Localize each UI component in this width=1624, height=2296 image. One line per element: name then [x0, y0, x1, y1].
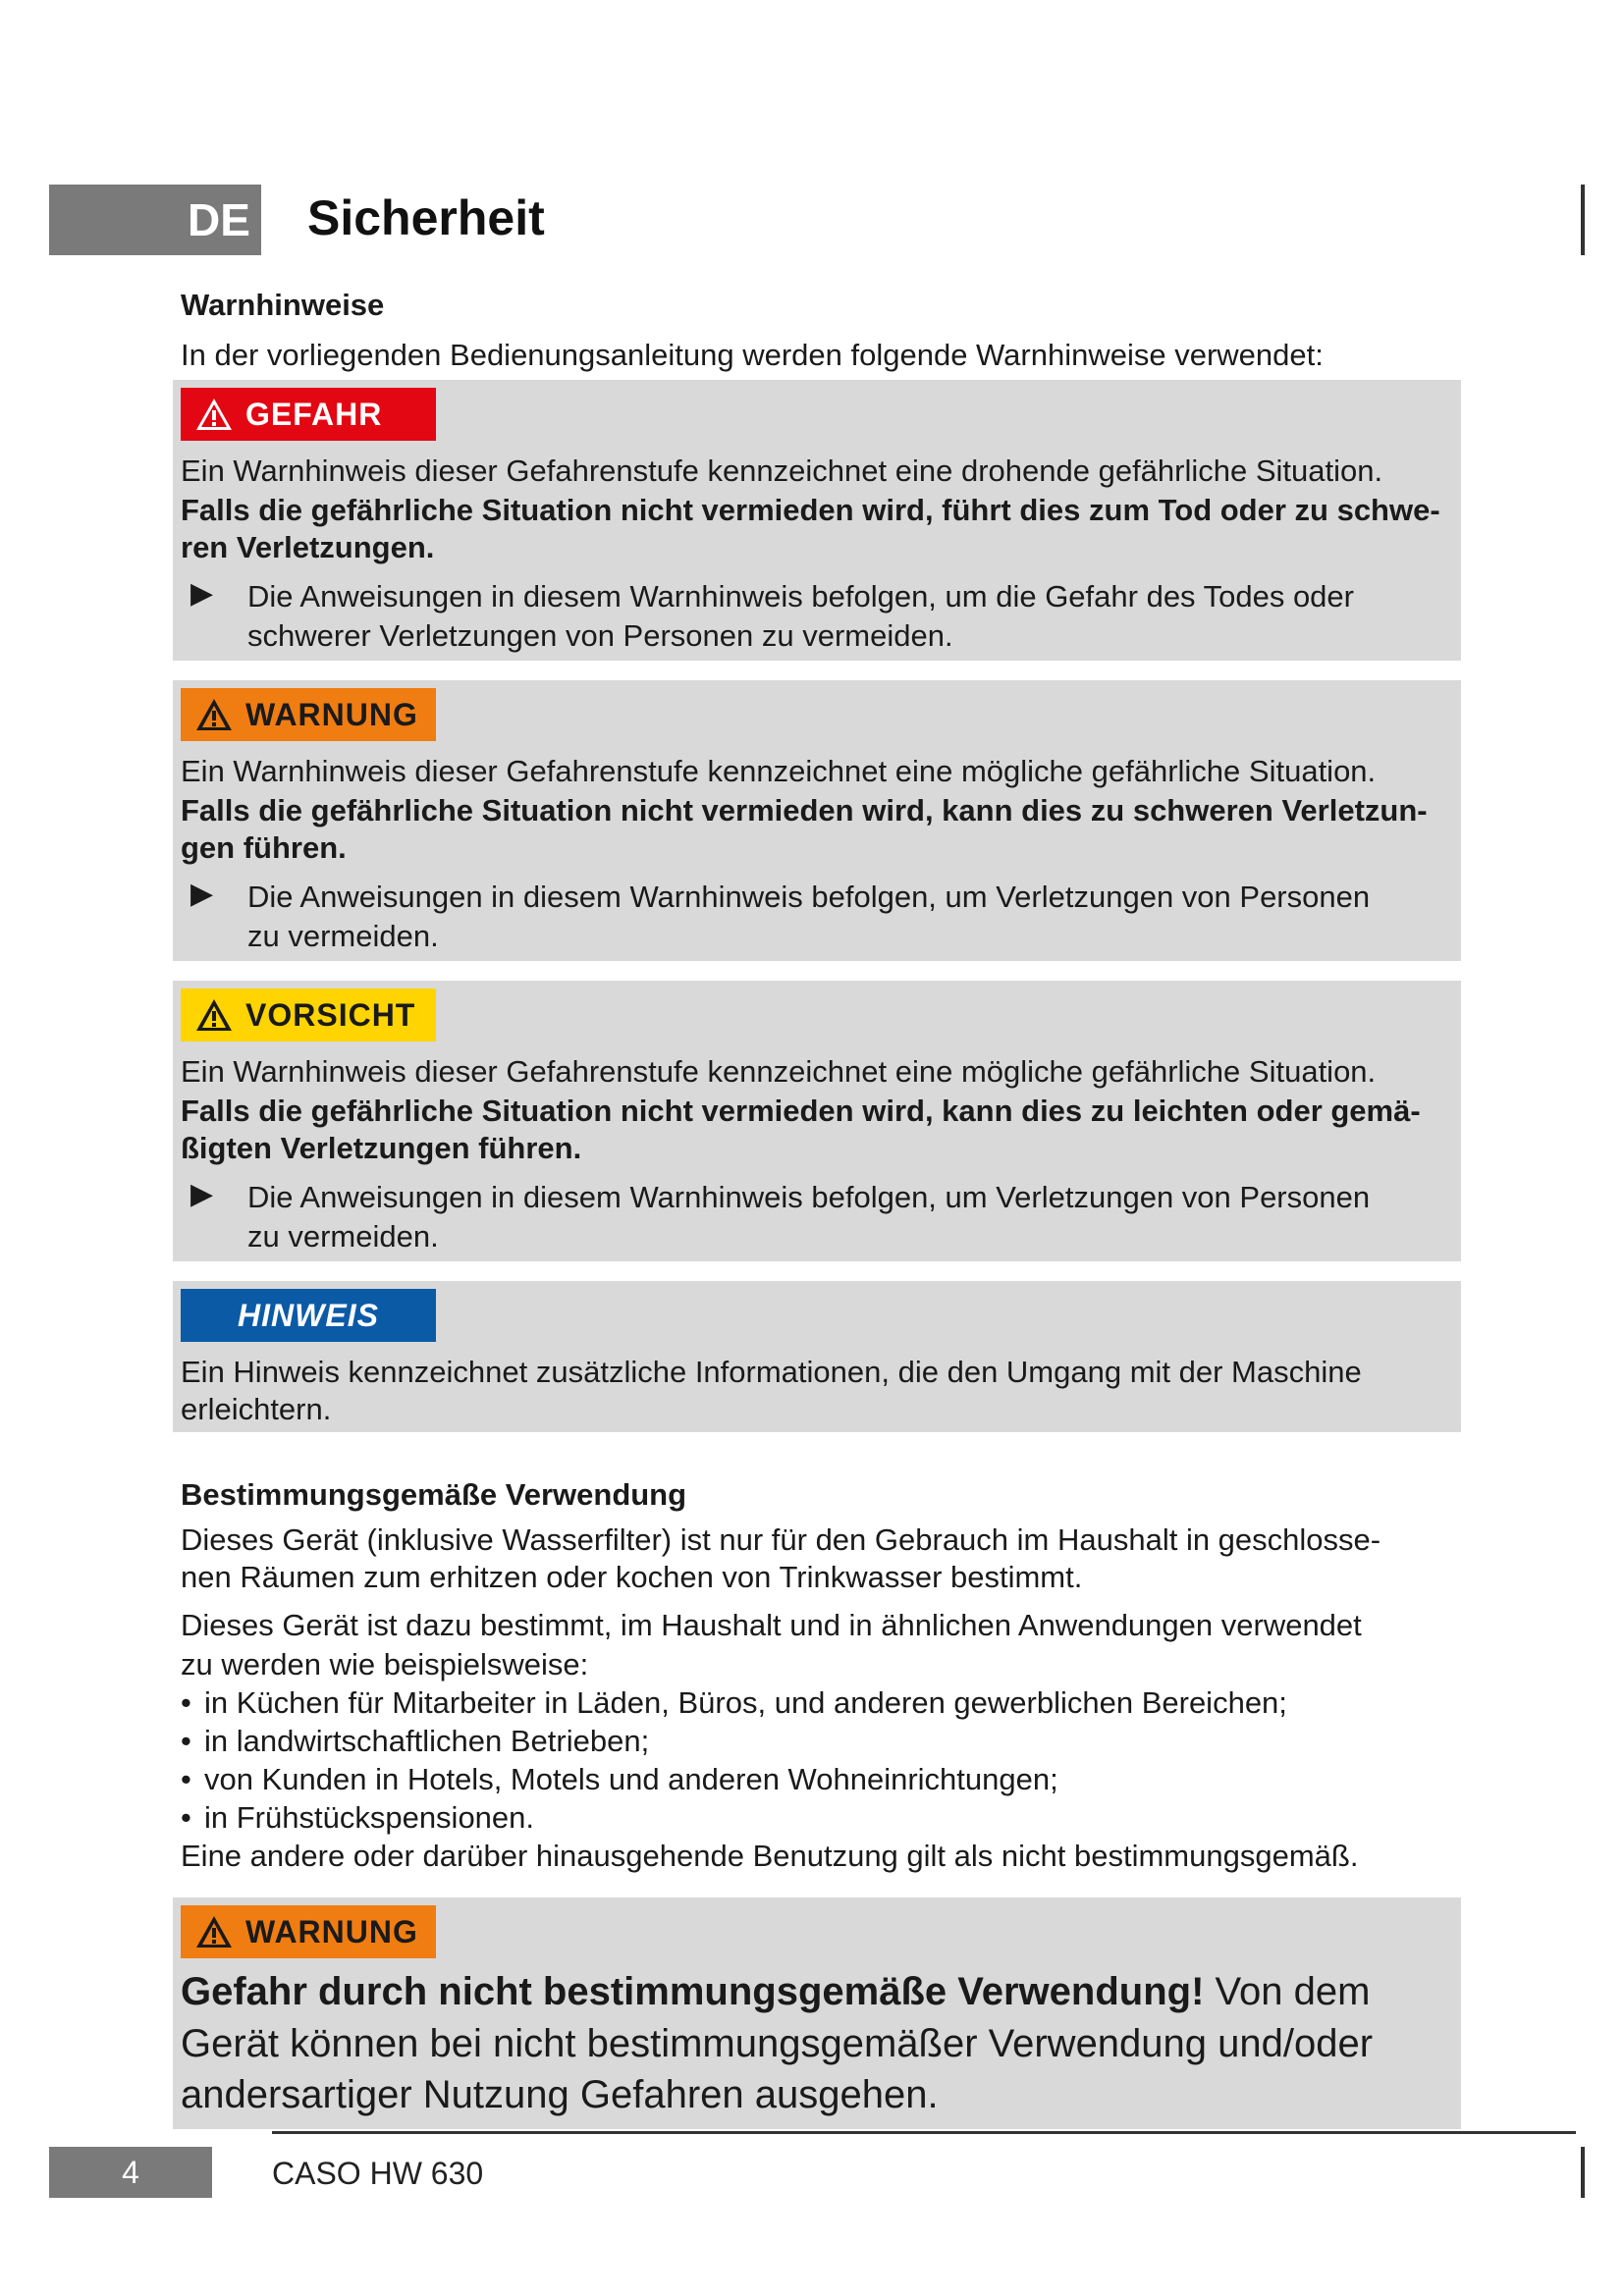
gefahr-bullet-line2: schwerer Verletzungen von Personen zu vermeiden.	[247, 618, 953, 653]
warnung-bold-line1: Falls die gefährliche Situation nicht vermieden wird, kann dies zu schweren Verletzun-	[181, 793, 1428, 828]
hinweis-box	[173, 1281, 1461, 1432]
arrow-bullet-icon: ▶	[190, 1178, 214, 1210]
warnung-box	[173, 680, 1461, 961]
final-warnung-line2: Gerät können bei nicht bestimmungsgemäßer Verwendung und/oder	[181, 2022, 1374, 2065]
vorsicht-bold-line1: Falls die gefährliche Situation nicht vermieden wird, kann dies zu leichten oder gemä-	[181, 1094, 1421, 1128]
final-warnung-rest: Von dem	[1204, 1970, 1371, 2013]
arrow-bullet-icon: ▶	[190, 878, 214, 910]
final-warnung-bold: Gefahr durch nicht bestimmungsgemäße Verwendung!	[181, 1970, 1205, 2013]
warnung-badge	[181, 688, 436, 741]
usage-p1-line1: Dieses Gerät (inklusive Wasserfilter) ist nur für den Gebrauch im Haushalt in geschlosse-	[181, 1522, 1381, 1557]
final-warnung-line3: andersartiger Nutzung Gefahren ausgehen.	[181, 2073, 939, 2116]
gefahr-text: Ein Warnhinweis dieser Gefahrenstufe kennzeichnet eine drohende gefährliche Situation.	[181, 454, 1383, 488]
warning-triangle-icon	[194, 697, 234, 732]
vorsicht-bullet-line1: Die Anweisungen in diesem Warnhinweis befolgen, um Verletzungen von Personen	[247, 1180, 1371, 1214]
usage-p2-line1: Dieses Gerät ist dazu bestimmt, im Haushalt und in ähnlichen Anwendungen verwendet	[181, 1608, 1362, 1642]
warnung-label: WARNUNG	[245, 696, 418, 732]
page-number: 4	[122, 2154, 139, 2190]
warning-triangle-icon	[194, 1914, 234, 1949]
warnung-bold-line2: gen führen.	[181, 830, 347, 865]
header-edge-bar	[1581, 185, 1585, 255]
footer-divider	[272, 2131, 1576, 2134]
list-item: • von Kunden in Hotels, Motels und anderen Wohneinrichtungen;	[181, 1760, 1457, 1798]
vorsicht-badge	[181, 988, 436, 1041]
vorsicht-bold-line2: ßigten Verletzungen führen.	[181, 1131, 582, 1165]
usage-list	[181, 1683, 1457, 1837]
final-warnung-box	[173, 1897, 1461, 2129]
gefahr-bold-line2: ren Verletzungen.	[181, 530, 435, 564]
arrow-bullet-icon: ▶	[190, 577, 214, 610]
gefahr-label: GEFAHR	[245, 396, 383, 432]
vorsicht-box	[173, 981, 1461, 1261]
hinweis-line1: Ein Hinweis kennzeichnet zusätzliche Informationen, die den Umgang mit der Maschine	[181, 1355, 1362, 1389]
hinweis-label: HINWEIS	[238, 1297, 379, 1333]
usage-closing: Eine andere oder darüber hinausgehende Benutzung gilt als nicht bestimmungsgemäß.	[181, 1839, 1359, 1873]
warnhinweise-intro: In der vorliegenden Bedienungsanleitung werden folgende Warnhinweise verwendet:	[181, 338, 1324, 372]
hinweis-badge	[181, 1289, 436, 1342]
warning-triangle-icon	[194, 997, 234, 1033]
gefahr-bold-line1: Falls die gefährliche Situation nicht vermieden wird, führt dies zum Tod oder zu schwe-	[181, 493, 1440, 527]
section-heading-verwendung: Bestimmungsgemäße Verwendung	[181, 1477, 687, 1512]
vorsicht-text: Ein Warnhinweis dieser Gefahrenstufe kennzeichnet eine mögliche gefährliche Situation.	[181, 1054, 1377, 1089]
footer-product-name: CASO HW 630	[272, 2156, 484, 2191]
warnung-bullet-line1: Die Anweisungen in diesem Warnhinweis befolgen, um Verletzungen von Personen	[247, 880, 1371, 914]
usage-p2-line2: zu werden wie beispielsweise:	[181, 1647, 589, 1682]
footer-edge-bar	[1581, 2147, 1585, 2198]
list-item: • in landwirtschaftlichen Betrieben;	[181, 1722, 1457, 1760]
usage-p1-line2: nen Räumen zum erhitzen oder kochen von Trinkwasser bestimmt.	[181, 1560, 1083, 1594]
hinweis-line2: erleichtern.	[181, 1392, 332, 1426]
vorsicht-label: VORSICHT	[245, 996, 416, 1033]
list-item: • in Küchen für Mitarbeiter in Läden, Büros, und anderen gewerblichen Bereichen;	[181, 1683, 1457, 1722]
page-title: Sicherheit	[307, 190, 545, 245]
final-warnung-line1	[181, 1966, 1452, 2017]
list-item: • in Frühstückspensionen.	[181, 1798, 1457, 1837]
gefahr-bullet-line1: Die Anweisungen in diesem Warnhinweis befolgen, um die Gefahr des Todes oder	[247, 579, 1354, 614]
warnung-bullet-line2: zu vermeiden.	[247, 919, 439, 953]
section-heading-warnhinweise: Warnhinweise	[181, 288, 385, 322]
warnung-text: Ein Warnhinweis dieser Gefahrenstufe kennzeichnet eine mögliche gefährliche Situation.	[181, 754, 1377, 788]
gefahr-box	[173, 380, 1461, 661]
gefahr-badge	[181, 388, 436, 441]
vorsicht-bullet-line2: zu vermeiden.	[247, 1219, 439, 1254]
warning-triangle-icon	[194, 397, 234, 432]
final-warnung-label: WARNUNG	[245, 1913, 418, 1949]
language-code: DE	[188, 194, 250, 245]
final-warnung-badge	[181, 1905, 436, 1958]
